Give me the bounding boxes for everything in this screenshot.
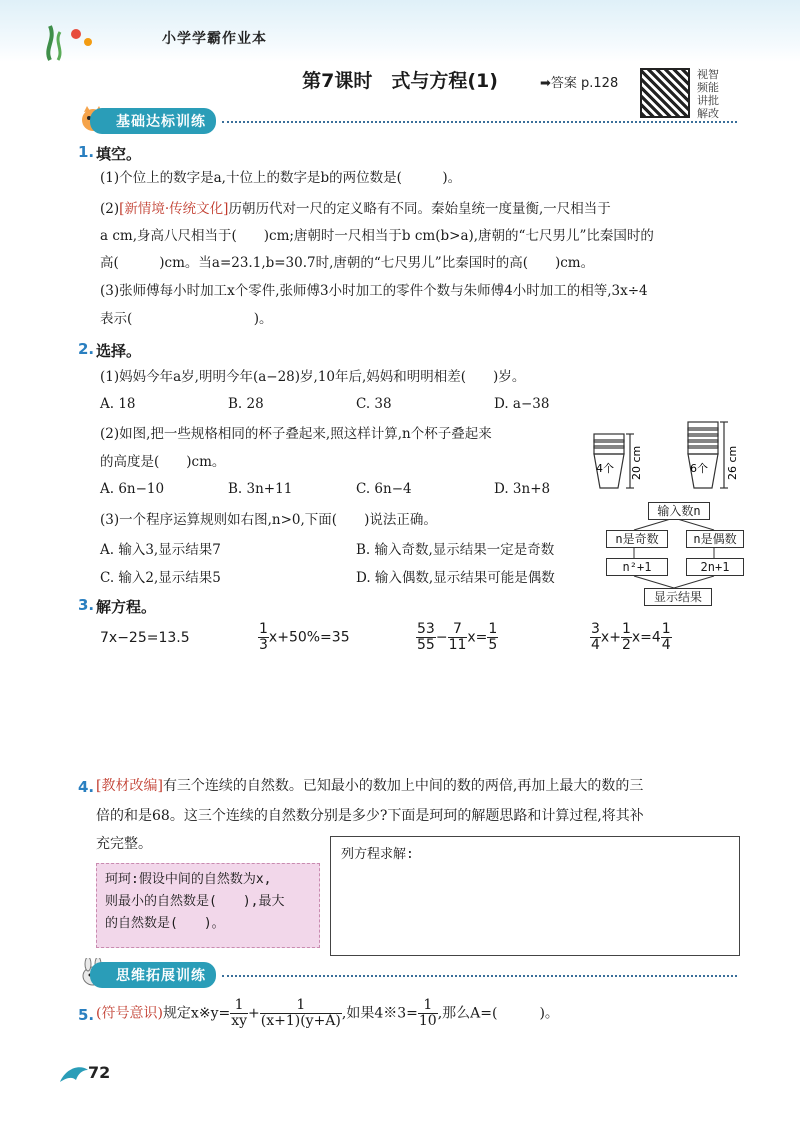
equation-1: 7x−25=13.5 <box>100 630 190 646</box>
cup2-count: 6个 <box>690 462 708 475</box>
work-label: 列方程求解: <box>341 847 414 862</box>
option[interactable]: A. 输入3,显示结果7 <box>100 542 221 558</box>
qr-code-icon[interactable] <box>640 68 690 118</box>
q1-part1: (1)个位上的数字是a,十位上的数字是b的两位数是( )。 <box>100 170 462 186</box>
q1-number: 1. <box>78 143 95 161</box>
cup1-height: 20 cm <box>630 445 643 480</box>
series-title: 小学学霸作业本 <box>162 31 267 47</box>
q2-part3: (3)一个程序运算规则如右图,n>0,下面( )说法正确。 <box>100 512 437 528</box>
flow-odd: n是奇数 <box>606 530 668 548</box>
answer-reference[interactable]: ➡答案 p.128 <box>540 76 619 91</box>
hint-line: 珂珂:假设中间的自然数为x, <box>105 872 272 887</box>
option[interactable]: A. 18 <box>100 396 136 412</box>
section-divider <box>222 121 737 123</box>
cup1-count: 4个 <box>596 462 614 475</box>
equation-4: $\frac{3}{4}$ x+ $\frac{1}{2}$ x=4 $\frac{1}{4}$ <box>591 621 671 653</box>
context-tag: [新情境·传统文化] <box>119 201 229 217</box>
flow-even: n是偶数 <box>686 530 744 548</box>
q3-number: 3. <box>78 596 95 614</box>
option[interactable]: C. 输入2,显示结果5 <box>100 570 221 586</box>
section-extend: 思维拓展训练 <box>90 962 216 988</box>
section-basic: 基础达标训练 <box>90 108 216 134</box>
flow-even-op: 2n+1 <box>686 558 744 576</box>
q2-part2-line2: 的高度是( )cm。 <box>100 454 226 470</box>
q1-part3-line1: (3)张师傅每小时加工x个零件,张师傅3小时加工的零件个数与朱师傅4小时加工的相等,3x÷4 <box>100 283 648 299</box>
hint-box <box>96 863 320 948</box>
option[interactable]: A. 6n−10 <box>100 481 165 497</box>
q1-part3-line2: 表示( )。 <box>100 311 273 327</box>
option[interactable]: B. 28 <box>228 396 264 412</box>
q3-title: 解方程。 <box>96 598 157 616</box>
flow-odd-op: n²+1 <box>606 558 668 576</box>
q4-line2: 倍的和是68。这三个连续的自然数分别是多少?下面是珂珂的解题思路和计算过程,将其补 <box>96 808 644 824</box>
seaweed-logo-icon <box>40 20 100 64</box>
q5-text: (符号意识)规定x※y= $\frac{1}{xy}$ + $\frac{1}{(x+1)(y+A)}$ ,如果4※3= $\frac{1}{10}$ ,那么A=( )。 <box>96 997 559 1029</box>
qr-caption: 视智频能讲批解改 <box>697 68 719 120</box>
flow-output: 显示结果 <box>644 588 712 606</box>
q2-part2-line1: (2)如图,把一些规格相同的杯子叠起来,照这样计算,n个杯子叠起来 <box>100 426 492 442</box>
equation-3: $\frac{53}{55}$ − $\frac{7}{11}$ x= $\frac{1}{5}$ <box>417 621 498 653</box>
dolphin-icon <box>58 1060 90 1088</box>
option[interactable]: B. 3n+11 <box>228 481 293 497</box>
q1-part2-line2: a cm,身高八尺相当于( )cm;唐朝时一尺相当于b cm(b>a),唐朝的“七尺男儿”比秦国时的 <box>100 228 654 244</box>
q5-number: 5. <box>78 1006 95 1024</box>
page-number: 72 <box>88 1063 111 1082</box>
option[interactable]: D. 3n+8 <box>494 481 551 497</box>
stacked-cups-figure <box>592 420 742 502</box>
q1-title: 填空。 <box>96 145 142 163</box>
q2-title: 选择。 <box>96 342 142 360</box>
lesson-title: 第7课时 式与方程(1) <box>302 70 498 92</box>
header-band <box>0 0 800 62</box>
option[interactable]: D. 输入偶数,显示结果可能是偶数 <box>356 570 555 586</box>
q2-number: 2. <box>78 340 95 358</box>
option[interactable]: C. 38 <box>356 396 392 412</box>
q1-part2-line3: 高( )cm。当a=23.1,b=30.7时,唐朝的“七尺男儿”比秦国时的高( )cm。 <box>100 255 595 271</box>
flow-input: 输入数n <box>648 502 710 520</box>
q2-part1: (1)妈妈今年a岁,明明今年(a−28)岁,10年后,妈妈和明明相差( )岁。 <box>100 369 526 385</box>
q1-part2-text: 历朝历代对一尺的定义略有不同。秦始皇统一度量衡,一尺相当于 <box>228 201 611 217</box>
q4-line1: [教材改编]有三个连续的自然数。已知最小的数加上中间的数的两倍,再加上最大的数的三 <box>96 778 644 794</box>
section-divider <box>222 975 737 977</box>
equation-2: $\frac{1}{3}$ x+50%=35 <box>259 621 350 653</box>
answer-work-area[interactable] <box>330 836 740 956</box>
q1-part2-line1: (2)[新情境·传统文化]历朝历代对一尺的定义略有不同。秦始皇统一度量衡,一尺相当于 <box>100 201 611 217</box>
hint-line: 则最小的自然数是( ),最大 <box>105 894 285 909</box>
q4-tag: [教材改编] <box>96 778 163 794</box>
option[interactable]: D. a−38 <box>494 396 550 412</box>
option[interactable]: B. 输入奇数,显示结果一定是奇数 <box>356 542 555 558</box>
cup2-height: 26 cm <box>726 445 739 480</box>
q4-number: 4. <box>78 778 95 796</box>
option[interactable]: C. 6n−4 <box>356 481 412 497</box>
q5-tag: (符号意识) <box>96 1005 163 1022</box>
q4-line3: 充完整。 <box>96 836 152 852</box>
hint-line: 的自然数是( )。 <box>105 916 225 931</box>
